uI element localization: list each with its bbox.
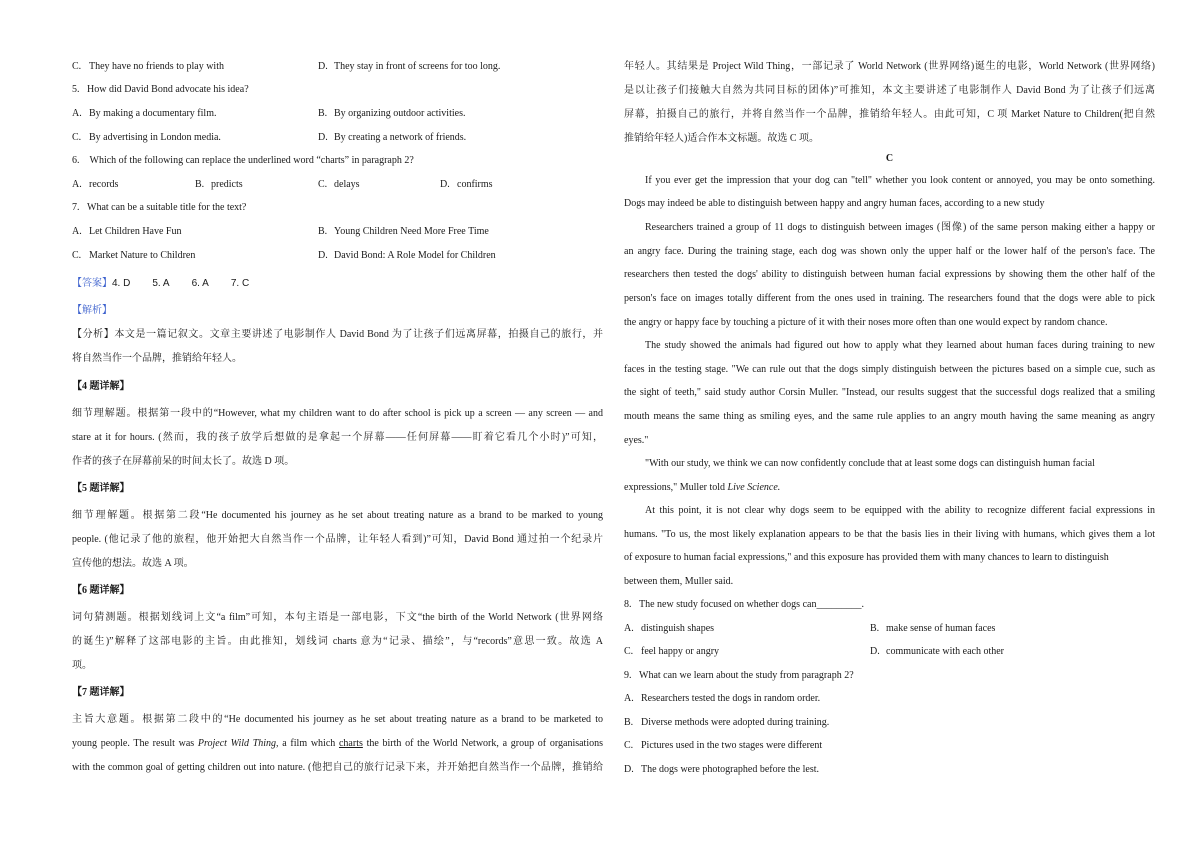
passage-paragraph-2: an angry face. During the training stage, each dog was shown only the upper half or the lower half of the person's face. The xyxy=(624,246,1155,257)
option-label: D. xyxy=(624,764,634,775)
q5-detail-text: people. (他记录了他的旅程，他开始把大自然当作一个品牌，让年轻人看到)”可知，David Bond 通过拍一个纪录片 xyxy=(72,534,603,545)
answer-line xyxy=(72,277,271,290)
option-label: C. xyxy=(72,61,82,72)
option-label: C. xyxy=(624,740,634,751)
option-d-text: By creating a network of friends. xyxy=(334,132,467,143)
option-c-text: Pictures used in the two stages were different xyxy=(641,740,823,751)
question-7-stem: 7. What can be a suitable title for the text? xyxy=(72,202,247,213)
option-label: D. xyxy=(440,179,450,190)
option-label: C. xyxy=(624,646,634,657)
question-9-stem: 9. What can we learn about the study from paragraph 2? xyxy=(624,670,854,681)
option-d-text: They stay in front of screens for too long. xyxy=(334,61,501,72)
passage-paragraph-2: the angry or happy face by touching a picture of it with their noses more often than one would expect by random chance. xyxy=(624,317,1108,328)
q7-detail-continued: 屏幕，拍摄自己的旅行，并将自然当作一个品牌，推销给年轻人。由此可知，C 项 Market Nature to Children(把自然 xyxy=(624,109,1155,120)
passage-paragraph-5: between them, Muller said. xyxy=(624,576,734,587)
passage-paragraph-3: mouth means the same thing as smiling eyes, and the same rule applies to an angry mouth having the same meaning as angry xyxy=(624,411,1155,422)
option-c-text: Market Nature to Children xyxy=(89,250,196,261)
option-label: B. xyxy=(870,623,880,634)
option-label: D. xyxy=(870,646,880,657)
analysis-tag: 【解析】 xyxy=(72,305,112,316)
option-b-text: predicts xyxy=(211,179,243,190)
option-label: C. xyxy=(318,179,328,190)
option-label: A. xyxy=(72,226,82,237)
answer-item: 6. A xyxy=(191,278,209,289)
q7-detail-continued: 推销给年轻人)适合作本文标题。故选 C 项。 xyxy=(624,133,819,144)
passage-paragraph-1: If you ever get the impression that your dog can "tell" whether you look content or annoyed, you may be onto something. xyxy=(645,175,1155,186)
option-c-text: feel happy or angry xyxy=(641,646,720,657)
passage-paragraph-4: expressions," Muller told Live Science. xyxy=(624,482,781,493)
answer-item: 7. C xyxy=(230,278,250,289)
passage-paragraph-1: Dogs may indeed be able to distinguish between happy and angry human faces, according to a new study xyxy=(624,198,1045,209)
option-label: D. xyxy=(318,132,328,143)
option-a-text: records xyxy=(89,179,119,190)
passage-paragraph-3: eyes." xyxy=(624,435,649,446)
option-c-text: delays xyxy=(334,179,360,190)
option-a-text: Researchers tested the dogs in random order. xyxy=(641,693,821,704)
option-b-text: make sense of human faces xyxy=(886,623,996,634)
q5-detail-text: 细节理解题。根据第二段“He documented his journey as he set about treating nature as a brand to be marked to young xyxy=(72,510,603,521)
option-label: B. xyxy=(195,179,205,190)
answer-tag: 【答案】 xyxy=(72,278,112,289)
option-d-text: David Bond: A Role Model for Children xyxy=(334,250,496,261)
q7-detail-text: young people. The result was Project Wild Thing, a film which charts the birth of the World Network, a group of organisations xyxy=(72,738,603,749)
passage-paragraph-2: person's face on images totally different from the ones used in training. The researchers found that the dogs were able to pick xyxy=(624,293,1155,304)
question-5-stem: 5. How did David Bond advocate his idea? xyxy=(72,84,249,95)
q6-detail-heading: 【6 题详解】 xyxy=(72,585,130,596)
q5-detail-heading: 【5 题详解】 xyxy=(72,483,130,494)
option-d-text: The dogs were photographed before the lest. xyxy=(641,764,819,775)
option-label: B. xyxy=(624,717,634,728)
option-label: B. xyxy=(318,108,328,119)
q7-detail-continued: 是以让孩子们接触大自然为共同目标的团体)”可推知，本文主要讲述了电影制作人 David Bond 为了让孩子们远离 xyxy=(624,85,1155,96)
q7-detail-text: with the common goal of getting children out into nature. (他把自己的旅行记录下来，并开始把自然当作一个品牌，推销给 xyxy=(72,762,603,773)
passage-paragraph-2: Researchers trained a group of 11 dogs to distinguish between images (图像) of the same person making either a happy or xyxy=(645,222,1155,233)
option-d-text: communicate with each other xyxy=(886,646,1005,657)
passage-paragraph-3: faces in the testing stage. "We can rule out that the dogs simply distinguish between the pictures based on a simple cue, such as xyxy=(624,364,1155,375)
q4-detail-text: 作者的孩子在屏幕前呆的时间太长了。故选 D 项。 xyxy=(72,456,295,467)
question-6-stem: 6. Which of the following can replace the underlined word “charts” in paragraph 2? xyxy=(72,155,414,166)
option-a-text: Let Children Have Fun xyxy=(89,226,182,237)
passage-paragraph-5: At this point, it is not clear why dogs seem to be equipped with the ability to recognize different facial expressions in xyxy=(645,505,1155,516)
option-a-text: distinguish shapes xyxy=(641,623,715,634)
q6-detail-text: 项。 xyxy=(72,660,92,671)
option-b-text: Diverse methods were adopted during training. xyxy=(641,717,830,728)
option-c-text: By advertising in London media. xyxy=(89,132,221,143)
answer-item: 4. D xyxy=(112,278,131,289)
passage-paragraph-4: "With our study, we think we can now confidently conclude that at least some dogs can distinguish human facial xyxy=(645,458,1095,469)
option-label: D. xyxy=(318,61,328,72)
q4-detail-text: 细节理解题。根据第一段中的“However, what my children want to do after school is pick up a screen — any screen — and xyxy=(72,408,603,419)
q7-detail-continued: 年轻人。其结果是 Project Wild Thing，一部记录了 World Network (世界网络)诞生的电影，World Network (世界网络) xyxy=(624,61,1155,72)
q6-detail-text: 词句猜测题。根据划线词上文“a film”可知，本句主语是一部电影，下文“the birth of the World Network (世界网络 xyxy=(72,612,603,623)
option-b-text: Young Children Need More Free Time xyxy=(334,226,489,237)
option-label: A. xyxy=(624,693,634,704)
analysis-text: 【分析】本文是一篇记叙文。文章主要讲述了电影制作人 David Bond 为了让孩子们远离屏幕，拍摄自己的旅行，并 xyxy=(72,329,603,340)
option-label: C. xyxy=(72,250,82,261)
option-a-text: By making a documentary film. xyxy=(89,108,217,119)
option-d-text: confirms xyxy=(457,179,493,190)
section-heading: C xyxy=(885,153,894,164)
q4-detail-heading: 【4 题详解】 xyxy=(72,381,130,392)
q5-detail-text: 宣传他的想法。故选 A 项。 xyxy=(72,558,194,569)
q6-detail-text: 的诞生)”解释了这部电影的主旨。由此推知，划线词 charts 意为“记录、描绘”，与“records”意思一致。故选 A xyxy=(72,636,603,647)
passage-paragraph-3: The study showed the animals had figured out how to apply what they learned about human faces during training to new xyxy=(645,340,1155,351)
passage-paragraph-5: of exposure to human facial expressions," and this exposure has provided them with many chances to learn to distinguish xyxy=(624,552,1109,563)
analysis-text: 将自然当作一个品牌，推销给年轻人。 xyxy=(72,353,242,364)
q7-detail-heading: 【7 题详解】 xyxy=(72,687,130,698)
option-label: A. xyxy=(72,108,82,119)
q7-detail-text: 主旨大意题。根据第二段中的“He documented his journey as he set about treating nature as a brand to be marketed to xyxy=(72,714,603,725)
passage-paragraph-5: humans. "To us, the most likely explanation appears to be that the basis lies in their living with humans, which gives them a lot xyxy=(624,529,1155,540)
q4-detail-text: stare at it for hours. (然而，我的孩子放学后想做的是拿起一个屏幕——任何屏幕——盯着它看几个小时)”可知， xyxy=(72,432,603,443)
option-label: C. xyxy=(72,132,82,143)
answer-item: 5. A xyxy=(152,278,170,289)
option-label: A. xyxy=(72,179,82,190)
option-label: B. xyxy=(318,226,328,237)
option-label: D. xyxy=(318,250,328,261)
question-8-stem: 8. The new study focused on whether dogs can_________. xyxy=(624,599,864,610)
option-c-text: They have no friends to play with xyxy=(89,61,224,72)
passage-paragraph-2: researchers then tested the dogs' ability to distinguish between human facial expressions by showing them the other half of the xyxy=(624,269,1155,280)
option-b-text: By organizing outdoor activities. xyxy=(334,108,466,119)
passage-paragraph-3: the sight of teeth," said study author Corsin Muller. "Instead, our results suggest that the successful dogs realized that a smiling xyxy=(624,387,1155,398)
option-label: A. xyxy=(624,623,634,634)
